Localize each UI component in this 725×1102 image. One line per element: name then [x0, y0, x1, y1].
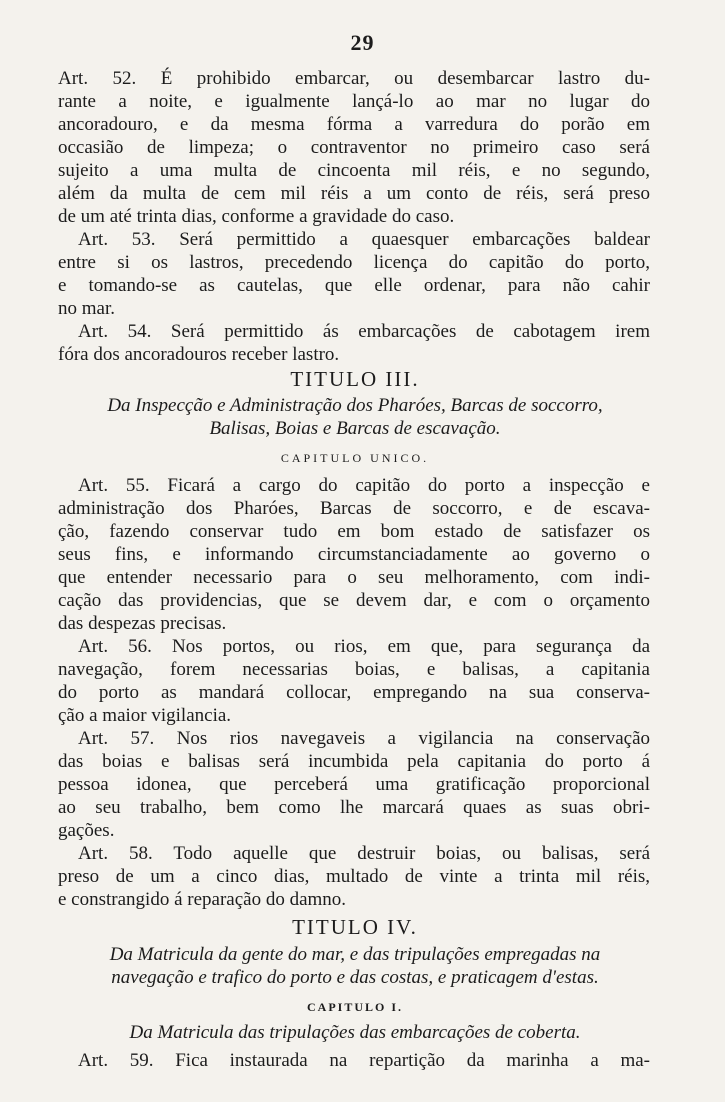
text-line: pessoa idonea, que perceberá uma gratificação proporcional [58, 774, 650, 795]
text-line: ao seu trabalho, bem como lhe marcará quaes as suas obri- [58, 797, 650, 818]
chapter-heading: CAPITULO UNICO. [280, 451, 430, 465]
section-title: TITULO IV. [292, 915, 418, 939]
text-line: preso de um a cinco dias, multado de vinte a trinta mil réis, [58, 866, 650, 887]
text-line: que entender necessario para o seu melhoramento, com indi- [58, 567, 650, 588]
text-line: e tomando-se as cautelas, que elle ordenar, para não cahir [58, 275, 650, 296]
text-line: Art. 59. Fica instaurada na repartição da marinha a ma- [78, 1050, 650, 1071]
section-subtitle: Da Matricula da gente do mar, e das tripulações empregadas na [109, 944, 601, 965]
text-line: occasião de limpeza; o contraventor no primeiro caso será [58, 137, 650, 158]
text-line: fóra dos ancoradouros receber lastro. [58, 344, 340, 365]
text-line: Art. 56. Nos portos, ou rios, em que, para segurança da [78, 636, 650, 657]
text-line: Art. 52. É prohibido embarcar, ou desembarcar lastro du- [58, 68, 650, 89]
text-line: ção a maior vigilancia. [58, 705, 232, 726]
text-line: Art. 58. Todo aquelle que destruir boias, ou balisas, será [78, 843, 650, 864]
text-line: gações. [58, 820, 115, 841]
section-title: TITULO III. [290, 367, 420, 391]
text-line: e constrangido á reparação do damno. [58, 889, 347, 910]
section-subtitle: navegação e trafico do porto e das costas, e praticagem d'estas. [111, 967, 599, 988]
text-line: ancoradouro, e da mesma fórma a varredura do porão em [58, 114, 650, 135]
chapter-heading: CAPITULO I. [306, 1000, 403, 1014]
chapter-subtitle: Da Matricula das tripulações das embarcações de coberta. [129, 1022, 581, 1043]
text-line: do porto as mandará collocar, empregando na sua conserva- [58, 682, 650, 703]
text-line: além da multa de cem mil réis a um conto de réis, será preso [58, 183, 650, 204]
page-number: 29 [350, 30, 375, 55]
text-line: Art. 55. Ficará a cargo do capitão do porto a inspecção e [78, 475, 650, 496]
text-line: sujeito a uma multa de cincoenta mil réis, e no segundo, [58, 160, 650, 181]
section-subtitle: Balisas, Boias e Barcas de escavação. [209, 418, 501, 439]
text-line: no mar. [58, 298, 115, 319]
text-line: administração dos Pharóes, Barcas de soccorro, e de escava- [58, 498, 650, 519]
text-line: Art. 53. Será permittido a quaesquer embarcações baldear [78, 229, 650, 250]
text-line: rante a noite, e igualmente lançá-lo ao mar no lugar do [58, 91, 650, 112]
section-subtitle: Da Inspecção e Administração dos Pharóes, Barcas de soccorro, [107, 395, 603, 416]
text-line: navegação, forem necessarias boias, e balisas, a capitania [58, 659, 650, 680]
text-line: ção, fazendo conservar tudo em bom estado de satisfazer os [58, 521, 650, 542]
text-line: Art. 57. Nos rios navegaveis a vigilancia na conservação [78, 728, 650, 749]
text-line: das despezas precisas. [58, 613, 227, 634]
text-line: das boias e balisas será incumbida pela capitania do porto á [58, 751, 650, 772]
text-line: de um até trinta dias, conforme a gravidade do caso. [58, 206, 455, 227]
text-line: seus fins, e informando circumstanciadamente ao governo o [58, 544, 650, 565]
text-line: cação das providencias, que se devem dar, e com o orçamento [58, 590, 650, 611]
text-line: Art. 54. Será permittido ás embarcações de cabotagem irem [78, 321, 650, 342]
text-line: entre si os lastros, precedendo licença do capitão do porto, [58, 252, 650, 273]
